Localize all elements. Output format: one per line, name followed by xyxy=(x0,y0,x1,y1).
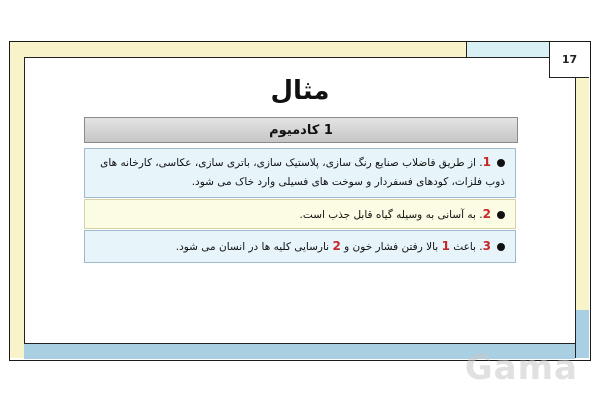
item-text-part: بالا رفتن فشار خون و xyxy=(340,241,442,253)
watermark-logo: Gama xyxy=(464,348,578,388)
item-text-part: نارسایی کلیه ها در انسان می شود. xyxy=(175,241,333,253)
slide-title: مثال xyxy=(270,76,330,106)
item-number: 1 xyxy=(482,155,491,169)
inline-tag: 1 xyxy=(441,239,450,253)
inline-tag: 2 xyxy=(332,239,341,253)
frame-top-right-panel xyxy=(466,42,550,58)
list-item xyxy=(84,230,516,263)
item-text-part: . باعث xyxy=(449,241,483,253)
bullet-icon xyxy=(497,159,505,167)
list-item xyxy=(84,148,516,198)
item-number: 2 xyxy=(482,207,491,221)
item-text: . از طریق فاضلاب صنایع رنگ سازی، پلاستیک سازی، باتری سازی، عکاسی، کارخانه های ذوب فلزات، کودهای فسفردار و سوخت های فسیلی وارد خاک می شود. xyxy=(100,157,505,188)
frame-left-panel xyxy=(10,57,25,358)
item-text: . به آسانی به وسیله گیاه قابل جذب است. xyxy=(299,209,483,221)
frame-right-top-panel xyxy=(575,78,589,310)
page-number: 17 xyxy=(549,42,589,78)
item-number: 3 xyxy=(482,239,491,253)
bullet-icon xyxy=(497,243,505,251)
list-item xyxy=(84,199,516,229)
bullet-icon xyxy=(497,211,505,219)
section-header: 1 کادمیوم xyxy=(84,117,518,143)
frame-top-left-panel xyxy=(10,42,466,58)
